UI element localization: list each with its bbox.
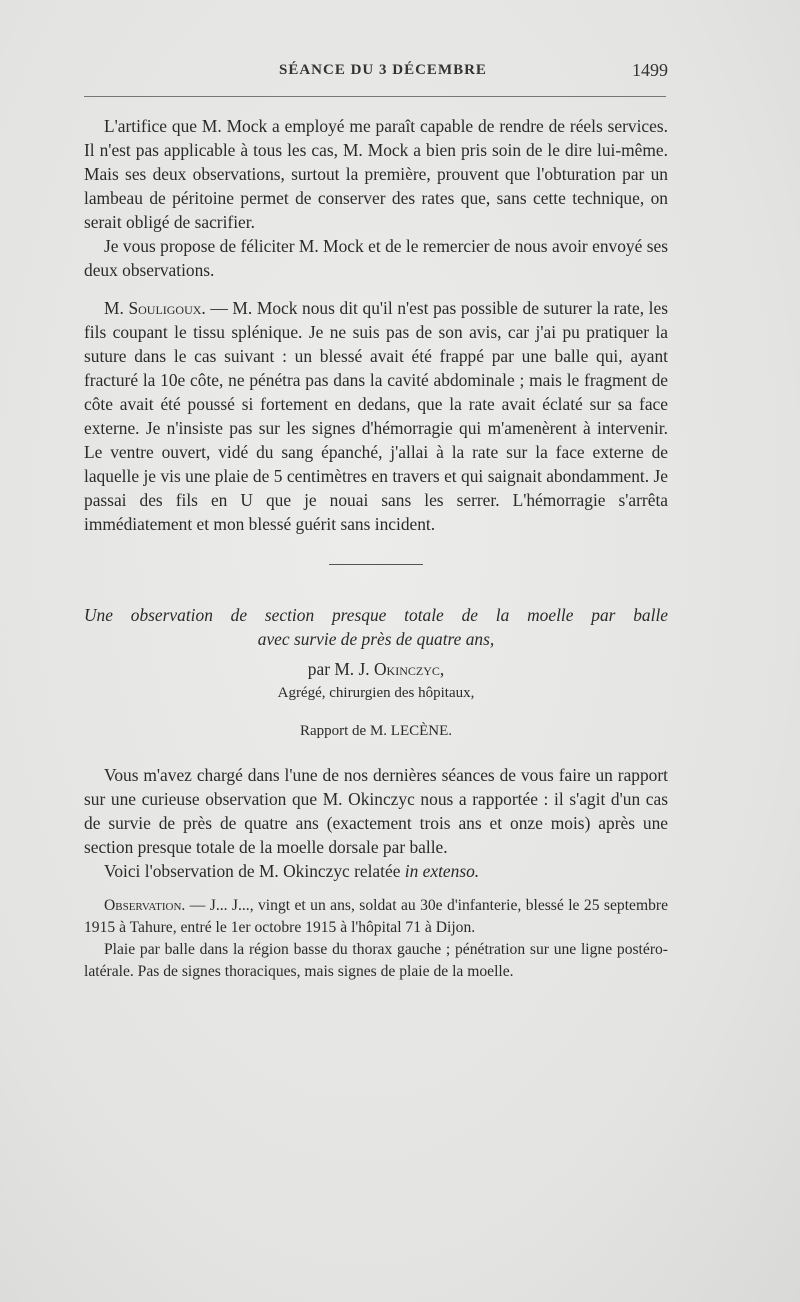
- page-number: 1499: [632, 60, 668, 80]
- souligoux-text: — M. Mock nous dit qu'il n'est pas possible de suturer la rate, les fils coupant le tissu splénique. Je ne suis pas de son avis, car j'ai pu pratiquer la suture dans le cas suivant : un blessé avait été frappé par une balle qui, ayant fracturé la 10e côte, ne pénétra pas dans la cavité abdominale ; mais le fragment de côte avait été poussé si fortement en dedans, que la rate avait éclaté sur sa face externe. Je n'insiste pas sur les signes d'hémorragie qui m'amenèrent à intervenir. Le ventre ouvert, vidé du sang épanché, j'allai à la rate sur la face externe de laquelle je vis une plaie de 5 centimètres en travers et qui saignait abondamment. Je passai des fils en U que je nouai sans les serrer. L'hémorragie s'arrêta immédiatement et mon blessé guérit sans incident.: [84, 298, 668, 534]
- obs-intro-italic: in extenso.: [404, 861, 480, 881]
- article-title-line2: avec survie de près de quatre ans,: [257, 629, 495, 649]
- author-prefix: par M. J.: [307, 659, 374, 679]
- report-byline: Rapport de M. LECÈNE.: [299, 723, 453, 739]
- section-separator: [329, 564, 423, 565]
- article-author: [84, 657, 668, 681]
- speaker-prefix: M.: [104, 298, 129, 318]
- paragraph-felicitation: Je vous propose de féliciter M. Mock et de le remercier de nous avoir envoyé ses deux observations.: [84, 236, 668, 280]
- paragraph-report-intro: Vous m'avez chargé dans l'une de nos dernières séances de vous faire un rapport sur une curieuse observation que M. Okinczyc nous a rapportée : il s'agit d'un cas de survie de près de quatre ans (exactement trois ans et onze mois) après une section presque totale de la moelle dorsale par balle.: [84, 765, 668, 857]
- article-title: [84, 603, 668, 651]
- observation-block: [84, 895, 668, 983]
- speaker-name: Souligoux.: [128, 298, 206, 318]
- header-rule: [84, 96, 666, 97]
- paragraph-wound: Plaie par balle dans la région basse du thorax gauche ; pénétration sur une ligne postéro-latérale. Pas de signes thoraciques, mais signes de plaie de la moelle.: [84, 941, 668, 980]
- running-title: SÉANCE DU 3 DÉCEMBRE: [279, 62, 487, 78]
- paragraph-mock-artifice: L'artifice que M. Mock a employé me paraît capable de rendre de réels services. Il n'est pas applicable à tous les cas, M. Mock a bien pris soin de le dire lui-même. Mais ses deux observations, surtout la première, prouvent que l'obturation par un lambeau de péritoine permet de conserver des rates que, sans cette technique, on serait obligé de sacrifier.: [84, 116, 668, 232]
- observation-label: Observation.: [104, 897, 186, 914]
- author-name: Okinczyc,: [373, 659, 445, 679]
- observation-text: — J... J..., vingt et un ans, soldat au 30e d'infanterie, blessé le 25 septembre 1915 à Tahure, entré le 1er octobre 1915 à l'hôpital 71 à Dijon.: [84, 897, 668, 936]
- paragraph-souligoux: [84, 296, 668, 536]
- article-title-line1: Une observation de section presque totale de la moelle par balle: [84, 605, 668, 625]
- page-header: [84, 60, 668, 86]
- page-body: [84, 114, 668, 983]
- paragraph-observation: [84, 895, 668, 939]
- obs-intro-text: Voici l'observation de M. Okinczyc relatée: [104, 861, 405, 881]
- paragraph-observation-intro: [84, 859, 668, 883]
- author-affiliation: Agrégé, chirurgien des hôpitaux,: [277, 685, 475, 701]
